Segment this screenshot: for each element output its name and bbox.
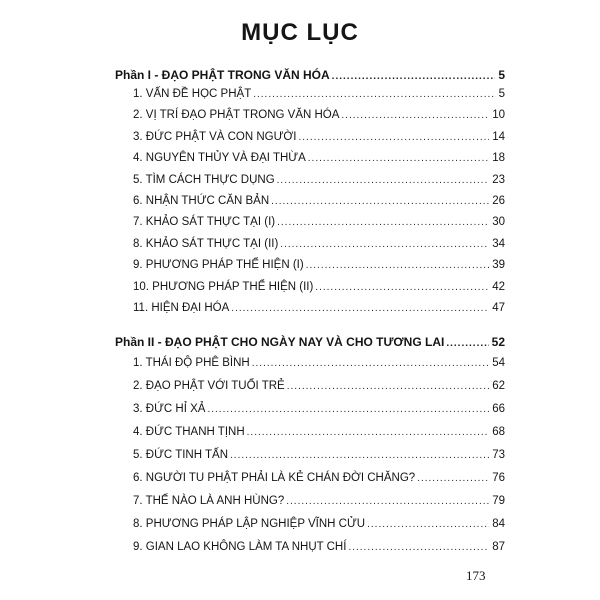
toc-entry-title: 5. ĐỨC TINH TẤN xyxy=(133,449,229,462)
toc-entry xyxy=(115,302,505,323)
dot-leader xyxy=(277,175,490,186)
part-heading-title: Phần II - ĐẠO PHẬT CHO NGÀY NAY VÀ CHO TƯƠNG LAI xyxy=(115,335,445,350)
toc-entry-title: 9. PHƯƠNG PHÁP THỂ HIỆN (I) xyxy=(133,259,304,272)
toc-entry-list xyxy=(115,357,505,564)
toc-entry-page: 68 xyxy=(492,426,505,439)
toc-entry-page: 34 xyxy=(492,237,505,250)
toc-entry-page: 66 xyxy=(492,403,505,416)
toc-entry-page: 10 xyxy=(492,109,505,122)
part-heading-title: Phần I - ĐẠO PHẬT TRONG VĂN HÓA xyxy=(115,68,330,82)
toc-entry-page: 73 xyxy=(492,449,505,462)
toc-entry-page: 76 xyxy=(492,472,505,485)
dot-leader xyxy=(271,196,489,207)
toc-entry-title: 6. NHẬN THỨC CĂN BẢN xyxy=(133,194,270,207)
dot-leader xyxy=(332,71,496,82)
toc-entry-title: 3. ĐỨC PHẬT VÀ CON NGƯỜI xyxy=(133,130,297,143)
toc-entry-page: 30 xyxy=(492,216,505,229)
toc-entry-page: 79 xyxy=(492,495,505,508)
dot-leader xyxy=(341,110,489,121)
toc-entry xyxy=(115,174,505,195)
dot-leader xyxy=(207,404,489,415)
toc-entry xyxy=(115,238,505,259)
toc-entry-title: 9. GIAN LAO KHÔNG LÀM TA NHỤT CHÍ xyxy=(133,541,347,554)
toc-entry xyxy=(115,472,505,495)
dot-leader xyxy=(306,260,490,271)
toc-entry xyxy=(115,495,505,518)
toc-entry-page: 14 xyxy=(492,130,505,143)
toc-entry xyxy=(115,131,505,152)
toc-entry-page: 39 xyxy=(492,259,505,272)
toc-entry xyxy=(115,109,505,130)
page-title: MỤC LỤC xyxy=(241,19,359,46)
toc-entry xyxy=(115,449,505,472)
toc-entry-title: 8. KHẢO SÁT THỰC TẠI (II) xyxy=(133,237,279,250)
part-heading xyxy=(115,68,505,88)
toc-entry-title: 6. NGƯỜI TU PHẬT PHẢI LÀ KẺ CHÁN ĐỜI CHĂNG? xyxy=(133,472,416,485)
toc-entry-title: 10. PHƯƠNG PHÁP THỂ HIỆN (II) xyxy=(133,280,314,293)
toc-entry-page: 26 xyxy=(492,194,505,207)
toc-entry-title: 11. HIỆN ĐẠI HÓA xyxy=(133,301,230,314)
toc-entry-title: 8. PHƯƠNG PHÁP LẬP NGHIỆP VĨNH CỬU xyxy=(133,518,366,531)
toc-entry-title: 5. TÌM CÁCH THỰC DỤNG xyxy=(133,173,275,186)
dot-leader xyxy=(348,542,489,553)
dot-leader xyxy=(253,89,495,100)
dot-leader xyxy=(280,239,489,250)
toc-entry xyxy=(115,426,505,449)
dot-leader xyxy=(247,427,490,438)
table-of-contents xyxy=(115,68,505,564)
toc-entry xyxy=(115,281,505,302)
toc-entry-title: 4. NGUYÊN THỦY VÀ ĐẠI THỪA xyxy=(133,152,306,165)
toc-entry xyxy=(115,259,505,280)
toc-entry-title: 7. KHẢO SÁT THỰC TẠI (I) xyxy=(133,216,276,229)
dot-leader xyxy=(367,519,489,530)
toc-entry-page: 18 xyxy=(492,152,505,165)
toc-entry xyxy=(115,518,505,541)
dot-leader xyxy=(308,153,489,164)
dot-leader xyxy=(315,282,489,293)
toc-entry-title: 1. VẤN ĐỀ HỌC PHẬT xyxy=(133,88,252,100)
toc-entry-page: 5 xyxy=(498,88,505,100)
toc-entry-title: 7. THẾ NÀO LÀ ANH HÙNG? xyxy=(133,495,285,508)
toc-entry-page: 62 xyxy=(492,380,505,393)
toc-entry-page: 47 xyxy=(492,301,505,314)
dot-leader xyxy=(446,338,488,349)
dot-leader xyxy=(277,217,489,228)
toc-entry-title: 1. THÁI ĐỘ PHÊ BÌNH xyxy=(133,357,250,370)
part-heading xyxy=(115,335,505,357)
dot-leader xyxy=(298,132,489,143)
dot-leader xyxy=(231,303,489,314)
toc-entry xyxy=(115,195,505,216)
toc-entry xyxy=(115,380,505,403)
toc-entry xyxy=(115,152,505,173)
toc-entry-title: 2. VỊ TRÍ ĐẠO PHẬT TRONG VĂN HÓA xyxy=(133,109,340,122)
toc-entry-page: 87 xyxy=(492,541,505,554)
toc-entry-title: 4. ĐỨC THANH TỊNH xyxy=(133,426,245,439)
toc-entry xyxy=(115,541,505,564)
page-number: 173 xyxy=(466,568,486,583)
dot-leader xyxy=(286,496,489,507)
part-heading-page: 5 xyxy=(498,68,505,82)
toc-entry xyxy=(115,403,505,426)
dot-leader xyxy=(252,358,489,369)
toc-entry xyxy=(115,216,505,237)
part-heading-page: 52 xyxy=(491,335,505,350)
dot-leader xyxy=(417,473,489,484)
toc-entry-title: 3. ĐỨC HỈ XẢ xyxy=(133,403,206,416)
toc-entry-title: 2. ĐẠO PHẬT VỚI TUỔI TRẺ xyxy=(133,380,285,393)
toc-entry-page: 42 xyxy=(492,280,505,293)
toc-entry xyxy=(115,357,505,380)
toc-entry-page: 23 xyxy=(492,173,505,186)
toc-entry xyxy=(115,88,505,109)
dot-leader xyxy=(230,450,489,461)
toc-entry-list xyxy=(115,88,505,323)
toc-entry-page: 84 xyxy=(492,518,505,531)
dot-leader xyxy=(287,381,489,392)
toc-entry-page: 54 xyxy=(492,357,505,370)
